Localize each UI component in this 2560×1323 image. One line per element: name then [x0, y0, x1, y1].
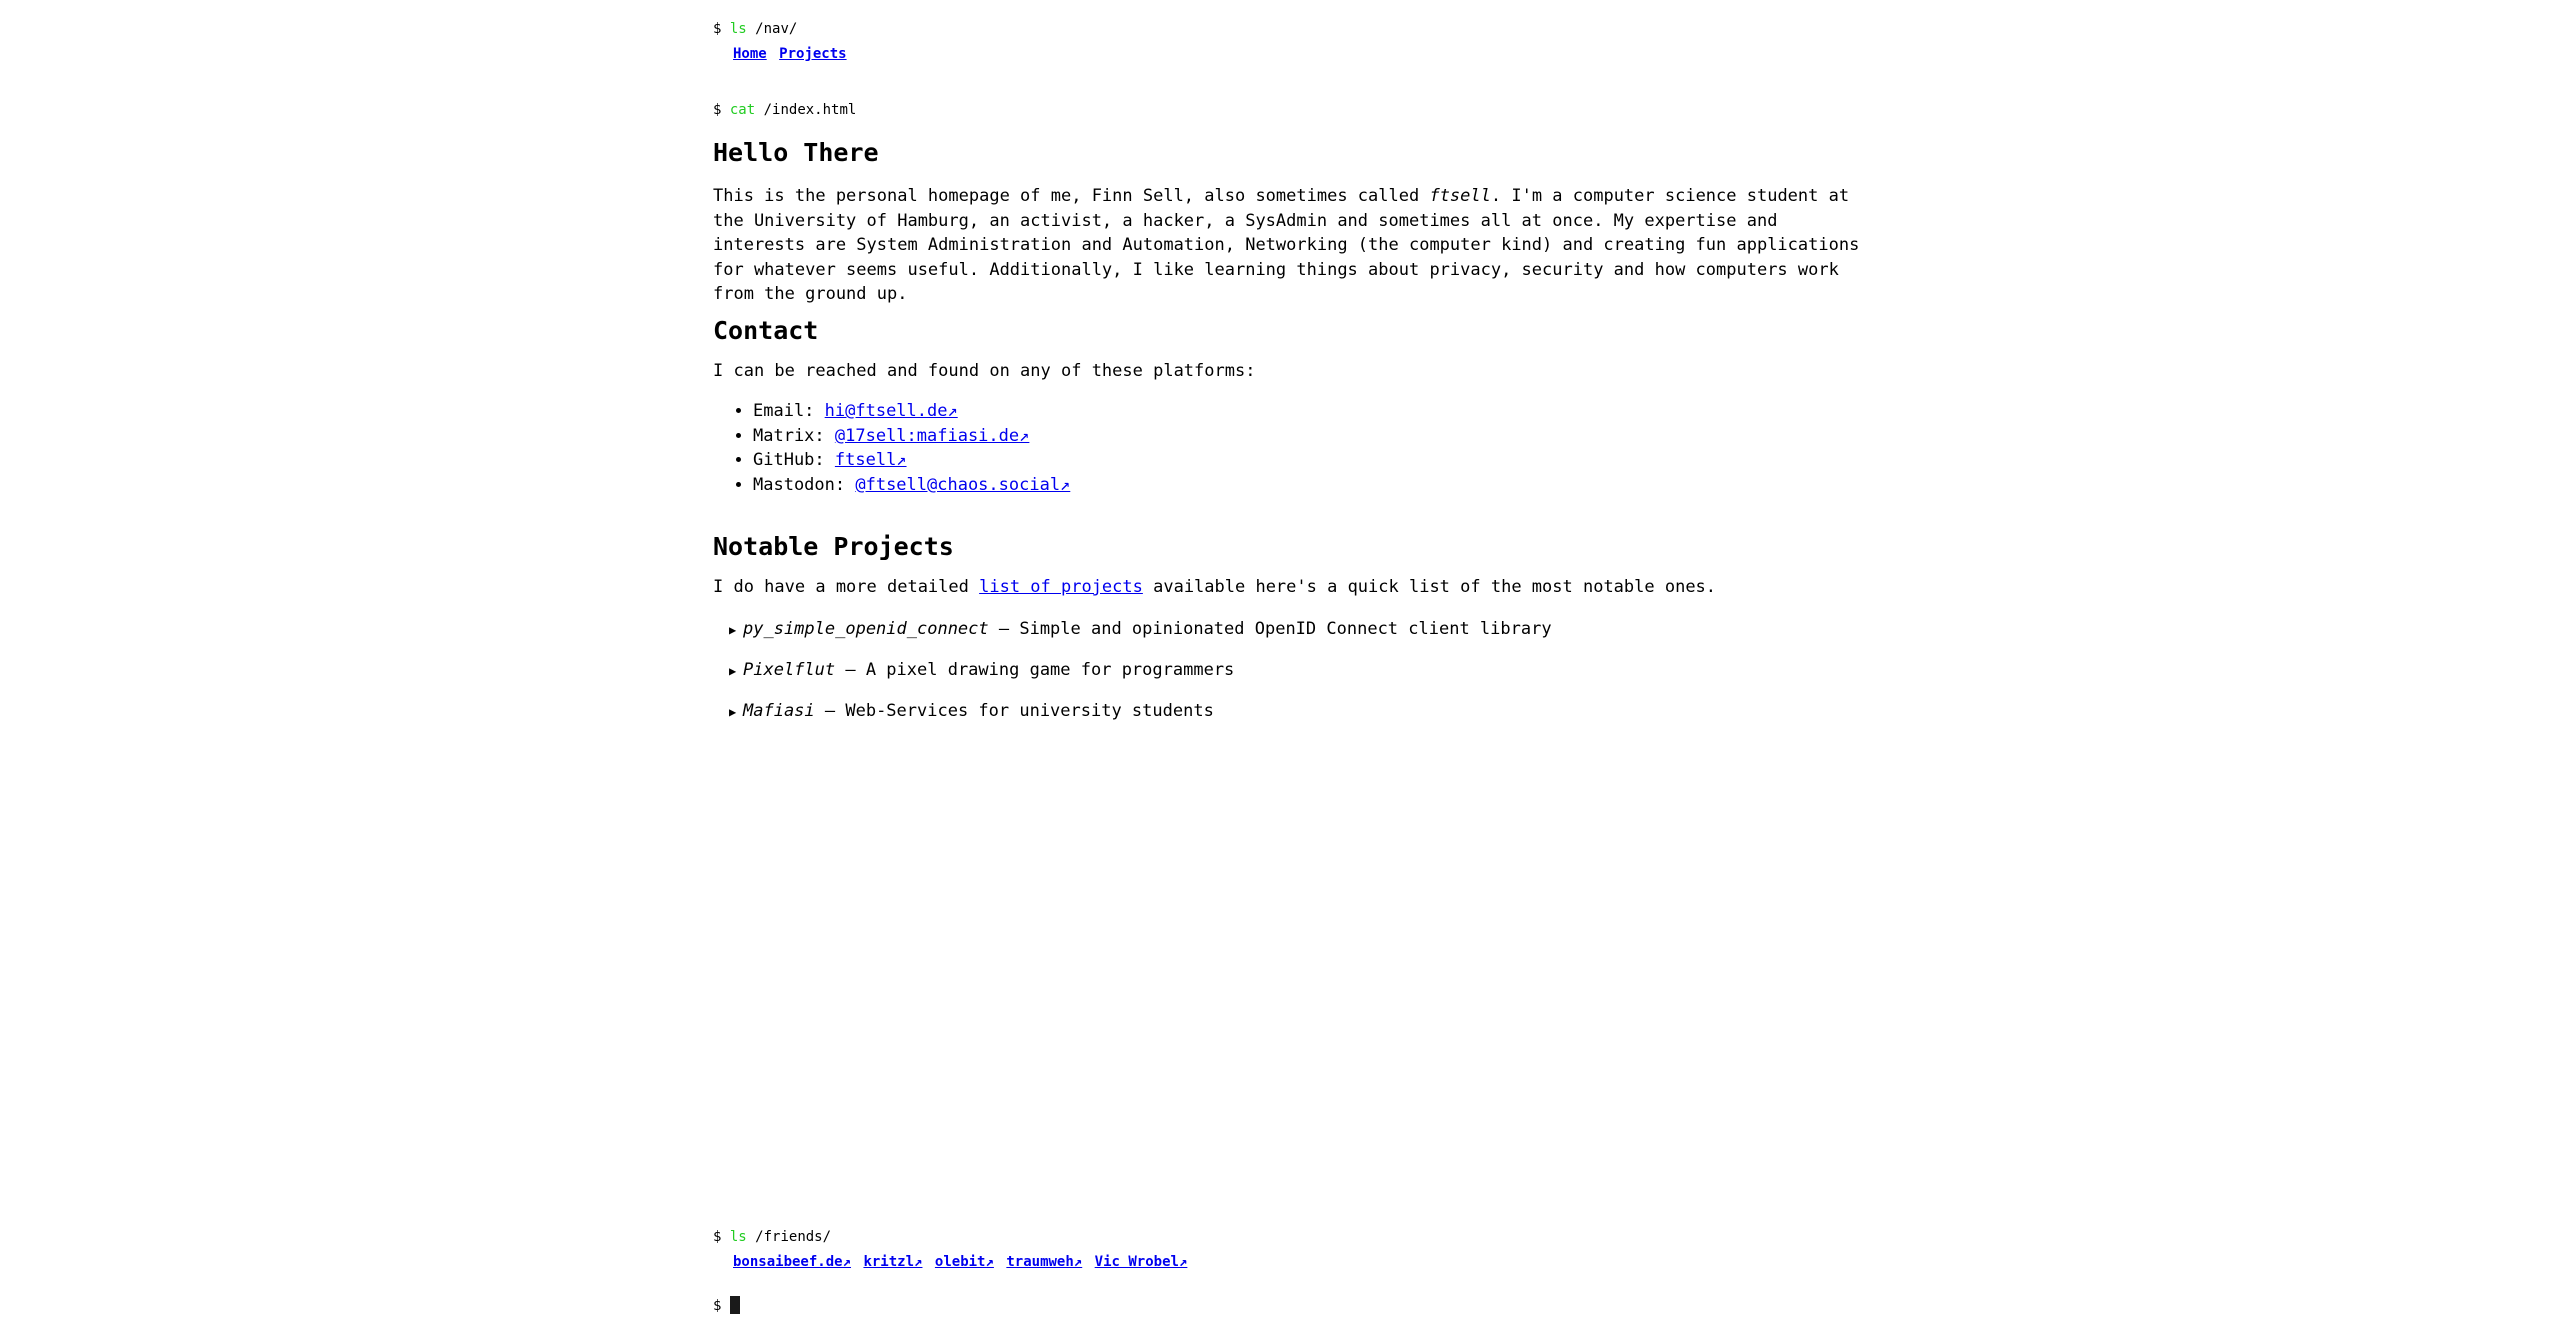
intro-text-start: This is the personal homepage of me, Finn Sell, also sometimes called [713, 186, 1430, 206]
prompt-symbol: $ [713, 1229, 722, 1245]
nav-command: ls [729, 21, 747, 37]
prompt-symbol: $ [713, 1298, 722, 1314]
list-of-projects-link[interactable]: list of projects [979, 577, 1143, 597]
final-prompt-line[interactable] [713, 1296, 740, 1316]
project-summary-2[interactable] [713, 658, 1234, 684]
index-command-arg: /index.html [763, 102, 857, 118]
friends-command-line [713, 1227, 831, 1247]
contact-list [713, 399, 1070, 497]
contact-label: Mastodon: [753, 474, 856, 495]
projects-heading: Notable Projects [713, 532, 954, 561]
contact-heading: Contact [713, 316, 819, 345]
email-link[interactable]: hi@ftsell.de↗ [824, 401, 958, 421]
project-name: py_simple_openid_connect [743, 619, 989, 639]
contact-item-email [753, 399, 1070, 424]
contact-item-matrix [753, 424, 1070, 449]
project-summary-3[interactable] [713, 699, 1214, 725]
project-name: Mafiasi [743, 701, 815, 721]
nav-links [713, 44, 851, 64]
friend-link-kritzl[interactable]: kritzl↗ [863, 1254, 923, 1270]
nav-command-line [713, 19, 797, 39]
friend-link-traumweh[interactable]: traumweh↗ [1006, 1254, 1083, 1270]
friends-command: ls [729, 1229, 747, 1245]
projects-intro-end: available here's a quick list of the most notable ones. [1142, 577, 1717, 597]
project-name: Pixelflut [743, 660, 836, 680]
project-description: – Simple and opinionated OpenID Connect client library [988, 619, 1552, 639]
nav-link-home[interactable]: Home [733, 46, 767, 62]
page-title: Hello There [713, 138, 879, 167]
contact-item-mastodon [753, 473, 1070, 498]
matrix-link[interactable]: @17sell:mafiasi.de↗ [834, 425, 1030, 446]
contact-label: GitHub: [753, 450, 835, 470]
disclosure-triangle-icon: ▶ [729, 705, 737, 719]
nickname: ftsell [1429, 186, 1491, 206]
contact-intro: I can be reached and found on any of these platforms: [713, 361, 1256, 381]
friend-link-vic-wrobel[interactable]: Vic Wrobel↗ [1094, 1254, 1188, 1270]
friends-links [713, 1252, 1191, 1272]
disclosure-triangle-icon: ▶ [729, 623, 737, 637]
projects-intro-start: I do have a more detailed [713, 577, 980, 597]
disclosure-triangle-icon: ▶ [729, 664, 737, 678]
github-link[interactable]: ftsell↗ [834, 450, 907, 470]
mastodon-link[interactable]: @ftsell@chaos.social↗ [855, 474, 1071, 495]
friend-link-olebit[interactable]: olebit↗ [934, 1254, 994, 1270]
terminal-cursor [730, 1296, 740, 1314]
intro-text-rest: . I'm a computer science student at the University of Hamburg, an activist, a hacker, a SysAdmin and sometimes all at once. My expertise and interests are System Administration and Automation, Networking (the computer kind) and creating fun applications for whatever seems useful. Additionally, I like learning things about privacy, security and how computers work from the ground up. [713, 186, 1860, 304]
nav-link-projects[interactable]: Projects [779, 46, 847, 62]
project-description: – A pixel drawing game for programmers [835, 660, 1235, 680]
contact-label: Matrix: [753, 425, 835, 446]
prompt-symbol: $ [713, 21, 722, 37]
nav-command-arg: /nav/ [755, 21, 798, 37]
contact-label: Email: [753, 401, 825, 421]
project-description: – Web-Services for university students [814, 701, 1214, 721]
intro-paragraph [713, 184, 1863, 307]
projects-intro [713, 575, 1716, 600]
index-command-line [713, 100, 856, 120]
project-summary-1[interactable] [713, 617, 1552, 643]
friend-link-bonsaibeef[interactable]: bonsaibeef.de↗ [733, 1254, 852, 1270]
contact-item-github [753, 448, 1070, 473]
friends-command-arg: /friends/ [755, 1229, 832, 1245]
prompt-symbol: $ [713, 102, 722, 118]
index-command: cat [729, 102, 756, 118]
